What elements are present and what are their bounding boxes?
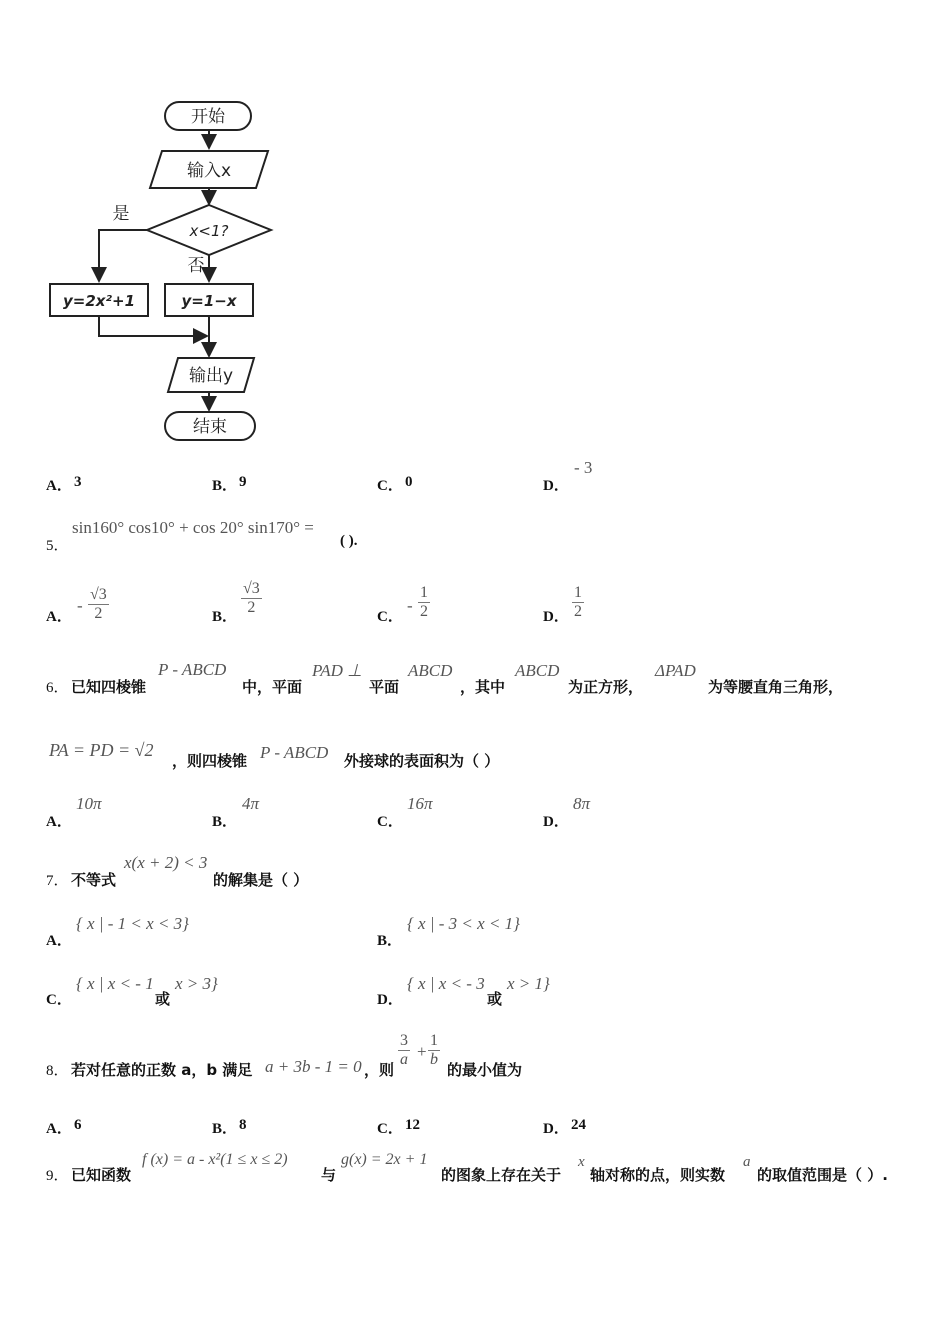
q5-option-c-sign: -: [407, 596, 413, 615]
q6-text-1: 已知四棱锥: [71, 678, 147, 696]
q4-option-a-label: A．: [46, 478, 72, 494]
q5-option-d-fraction: [572, 584, 584, 621]
q6-math-5: ΔPAD: [655, 661, 696, 680]
q9-math-4: a: [743, 1154, 751, 1170]
q9-math-3: x: [578, 1154, 585, 1170]
q6-option-a-text: 10π: [76, 794, 102, 813]
q5-option-d-den: 2: [574, 603, 582, 620]
q8-math-1: a + 3b - 1 = 0: [265, 1057, 362, 1076]
q5-option-a-fraction: [88, 586, 109, 623]
q6-math-6: PA = PD = √2: [49, 740, 154, 760]
q6-option-b-label: B．: [212, 814, 238, 830]
q6-text-2: 中，平面: [242, 678, 303, 696]
q5-option-b-num: √3: [243, 580, 260, 597]
flow-yes-label: 是: [112, 204, 130, 224]
flow-input-label: 输入x: [186, 161, 232, 181]
q7-option-d-or: 或: [487, 990, 503, 1008]
q7-option-a-text: { x | - 1 < x < 3}: [76, 914, 189, 933]
q7-option-d-text: { x | x < - 3: [407, 974, 485, 993]
q7-option-d-text2: x > 1}: [507, 974, 550, 993]
q5-option-c-label: C．: [377, 609, 403, 625]
q4-option-b-label: B．: [212, 478, 238, 494]
flow-start-label: 开始: [191, 107, 225, 127]
q9-text-3: 的图象上存在关于: [441, 1166, 562, 1184]
q7-option-c-text2: x > 3}: [175, 974, 218, 993]
q4-option-c-label: C．: [377, 478, 403, 494]
q5-option-a-num: √3: [90, 586, 107, 603]
q8-option-a-text: 6: [74, 1117, 82, 1133]
q9-math-1: f (x) = a - x²(1 ≤ x ≤ 2): [142, 1151, 288, 1168]
q7-option-d-label: D．: [377, 992, 403, 1008]
q8-text-1: 若对任意的正数 a，b 满足: [71, 1061, 253, 1079]
q5-option-c-den: 2: [420, 603, 428, 620]
q9-text-2: 与: [321, 1166, 337, 1184]
q7-option-b-text: { x | - 3 < x < 1}: [407, 914, 520, 933]
q7-option-c-or: 或: [155, 990, 171, 1008]
q7-option-b-label: B．: [377, 933, 403, 949]
q5-expression: sin160° cos10° + cos 20° sin170° =: [72, 518, 314, 537]
q5-paren: ( ).: [340, 533, 358, 549]
q5-option-c-num: 1: [420, 584, 428, 601]
q9-text-4: 轴对称的点，则实数: [590, 1166, 726, 1184]
q6-math-1: P - ABCD: [158, 660, 227, 679]
q5-option-a-label: A．: [46, 609, 72, 625]
q7-text-1: 不等式: [71, 871, 117, 889]
q8-text-2: ，则: [364, 1061, 395, 1079]
q8-plus: +: [417, 1042, 427, 1061]
flow-end-label: 结束: [193, 417, 227, 437]
flow-no-label: 否: [187, 256, 205, 276]
q8-option-b-text: 8: [239, 1117, 247, 1133]
q6-option-c-label: C．: [377, 814, 403, 830]
q6-text-7: ，则四棱锥: [172, 752, 248, 770]
q5-option-a-den: 2: [94, 605, 103, 622]
q5-option-b-fraction: [241, 580, 262, 617]
q8-option-d-label: D．: [543, 1121, 569, 1137]
q5-option-a-sign: -: [77, 596, 83, 615]
q8-fraction-2: [428, 1032, 440, 1069]
q8-fraction-1: [398, 1032, 410, 1069]
q8-option-c-label: C．: [377, 1121, 403, 1137]
q8-option-b-label: B．: [212, 1121, 238, 1137]
q8-fraction-1-den: a: [400, 1051, 408, 1068]
q9-number: 9．: [46, 1168, 69, 1184]
flow-output-label: 输出y: [188, 366, 234, 386]
q5-option-b-den: 2: [247, 599, 256, 616]
q9-text-5: 的取值范围是（ ）.: [757, 1166, 888, 1184]
q8-fraction-2-num: 1: [430, 1032, 438, 1049]
q7-option-a-label: A．: [46, 933, 72, 949]
q4-option-b-text: 9: [239, 474, 247, 490]
q4-option-d-text: - 3: [574, 458, 593, 477]
q8-option-c-text: 12: [405, 1117, 420, 1133]
q9-text-1: 已知函数: [71, 1166, 132, 1184]
flowchart: [0, 0, 300, 450]
q7-math-1: x(x + 2) < 3: [124, 853, 208, 872]
q6-text-3: 平面: [369, 678, 400, 696]
q6-text-4: ，其中: [460, 678, 506, 696]
q6-math-2: PAD ⊥: [312, 661, 362, 680]
q6-text-8: 外接球的表面积为（ ）: [344, 752, 500, 770]
q7-option-c-text: { x | x < - 1: [76, 974, 154, 993]
q6-number: 6．: [46, 680, 69, 696]
q6-option-c-text: 16π: [407, 794, 433, 813]
q6-option-b-text: 4π: [242, 794, 260, 813]
q8-fraction-1-num: 3: [400, 1032, 408, 1049]
q4-option-d-label: D．: [543, 478, 569, 494]
q6-math-3: ABCD: [408, 661, 453, 680]
q5-option-b-label: B．: [212, 609, 238, 625]
q5-option-d-num: 1: [574, 584, 582, 601]
q5-number: 5．: [46, 538, 69, 554]
q8-option-d-text: 24: [571, 1117, 586, 1133]
q6-option-d-label: D．: [543, 814, 569, 830]
q5-option-d-label: D．: [543, 609, 569, 625]
q9-math-2: g(x) = 2x + 1: [341, 1151, 428, 1168]
flow-yes-box-label: y=2x²+1: [62, 292, 136, 310]
q6-option-a-label: A．: [46, 814, 72, 830]
q7-number: 7．: [46, 873, 69, 889]
q6-math-4: ABCD: [515, 661, 560, 680]
q8-option-a-label: A．: [46, 1121, 72, 1137]
q7-text-2: 的解集是（ ）: [213, 871, 309, 889]
q6-text-5: 为正方形，: [568, 678, 644, 696]
flow-no-box-label: y=1−x: [181, 292, 237, 310]
q6-math-7: P - ABCD: [260, 743, 329, 762]
q8-fraction-2-den: b: [430, 1051, 438, 1068]
q8-text-3: 的最小值为: [447, 1061, 523, 1079]
q4-option-a-text: 3: [74, 474, 82, 490]
q5-option-c-fraction: [418, 584, 430, 621]
q4-option-c-text: 0: [405, 474, 413, 490]
q7-option-c-label: C．: [46, 992, 72, 1008]
q8-number: 8．: [46, 1063, 69, 1079]
flow-decision-label: x<1?: [189, 222, 229, 240]
q6-text-6: 为等腰直角三角形，: [708, 678, 844, 696]
q6-option-d-text: 8π: [573, 794, 591, 813]
